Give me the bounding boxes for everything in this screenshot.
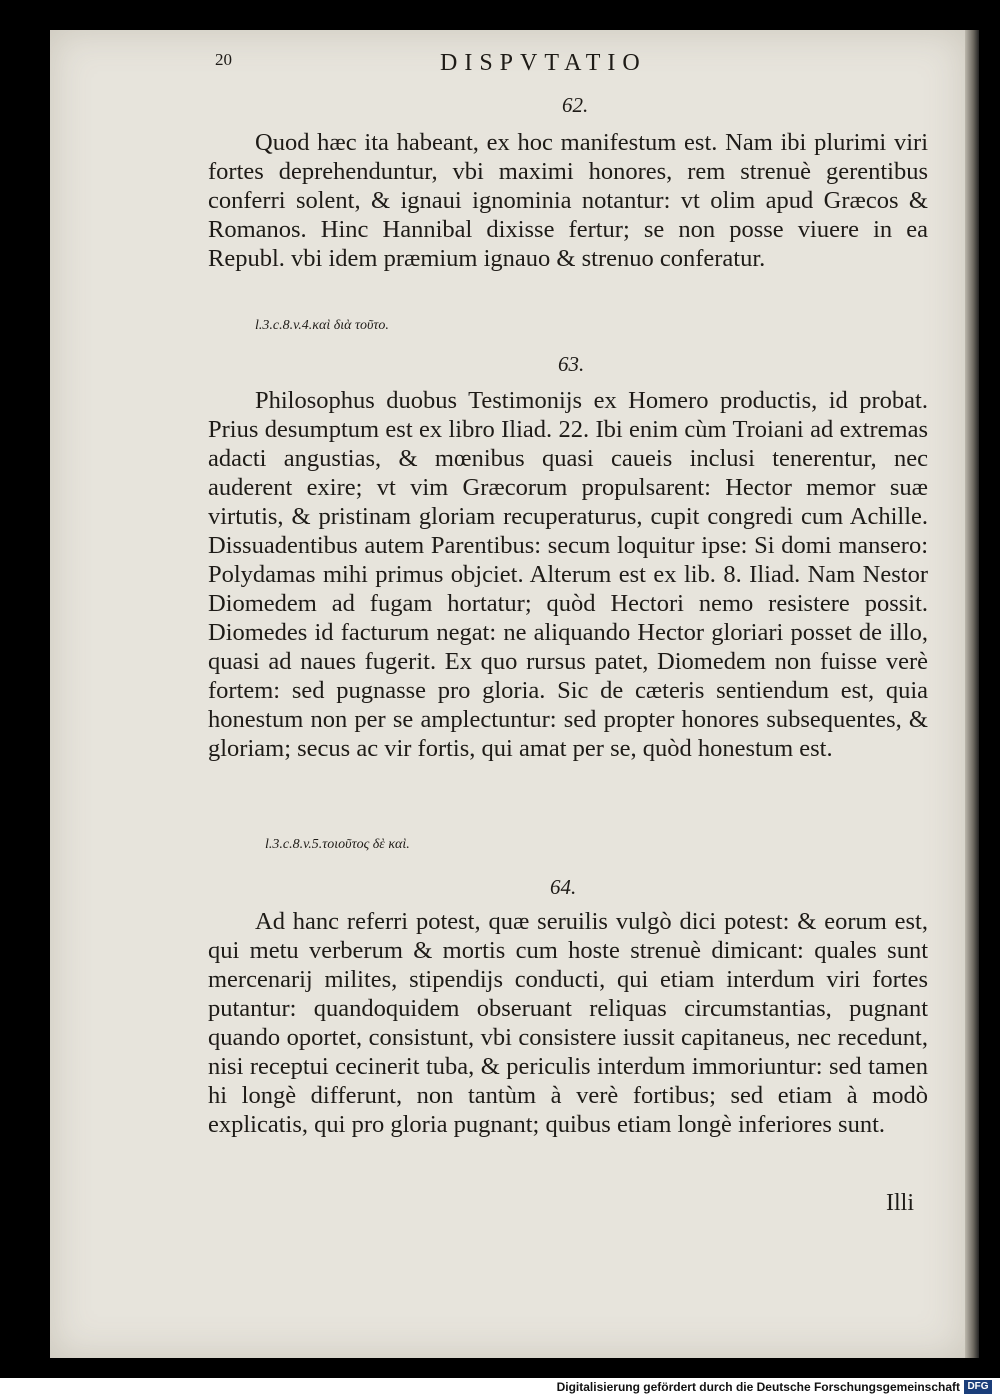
- section-64-text: Ad hanc referri potest, quæ seruilis vulgò dici potest: & eorum est, qui metu verberum & mortis cum hoste strenuè dimicant: quales sunt mercenarij milites, stipendijs conducti, qui etiam interdum viri fortes putantur: quandoquidem obseruant reliquas circumstantias, pugnant quando oportet, consistunt, vbi consistere iussit capitaneus, nec recedunt, nisi receptui cecinerit tuba, & periculis interdum immoriuntur: sed tamen hi longè differunt, non tantùm à verè fortibus; sed etiam à modò explicatis, qui pro gloria pugnant; quibus etiam longè inferiores sunt.: [208, 908, 928, 1138]
- book-page: [50, 30, 965, 1358]
- margin-note-63: l.3.c.8.v.5.τοιοῦτος δὲ καὶ.: [265, 837, 410, 852]
- margin-note-62: l.3.c.8.v.4.καὶ διὰ τοῦτο.: [255, 318, 389, 333]
- section-63-text: Philosophus duobus Testimonijs ex Homero productis, id probat. Prius desumptum est ex libro Iliad. 22. Ibi enim cùm Troiani ad extremas adacti angustias, & mœnibus quasi caueis inclusi tenerentur, nec auderent exire; vt vim Græcorum propulsarent: Hector memor suæ virtutis, & pristinam gloriam recuperaturus, cupit congredi cum Achille. Dissuadentibus autem Parentibus: secum loquitur ipse: Si domi mansero: Polydamas mihi primus objciet. Alterum est ex lib. 8. Iliad. Nam Nestor Diomedem ad fugam hortatur; quòd Hectori nemo resistere possit. Diomedes id facturum negat: ne aliquando Hector gloriari posset de illo, quasi ad naues fugerit. Ex quo rursus patet, Diomedem non fuisse verè fortem: sed pugnasse pro gloria. Sic de cæteris sentiendum est, quia honestum non per se amplectuntur: sed propter honores subsequentes, & gloriam; secus ac vir fortis, qui amat per se, quòd honestum est.: [208, 387, 928, 762]
- page-number: 20: [215, 50, 232, 69]
- section-number-63: 63.: [558, 352, 585, 376]
- section-number-62: 62.: [562, 93, 589, 117]
- catchword: Illi: [886, 1190, 914, 1216]
- dfg-logo: DFG: [964, 1380, 992, 1394]
- section-number-64: 64.: [550, 875, 577, 899]
- running-head: DISPVTATIO: [440, 50, 647, 76]
- footer-credit: Digitalisierung gefördert durch die Deutsche Forschungsgemeinschaft: [556, 1380, 960, 1394]
- page-edge: [965, 30, 979, 1358]
- section-62-text: Quod hæc ita habeant, ex hoc manifestum est. Nam ibi plurimi viri fortes deprehenduntur, vbi maximi honores, rem strenuè gerentibus conferri solent, & ignaui ignominia notantur: vt olim apud Græcos & Romanos. Hinc Hannibal dixisse fertur; se non posse viuere in ea Republ. vbi idem præmium ignauo & strenuo conferatur.: [208, 129, 928, 272]
